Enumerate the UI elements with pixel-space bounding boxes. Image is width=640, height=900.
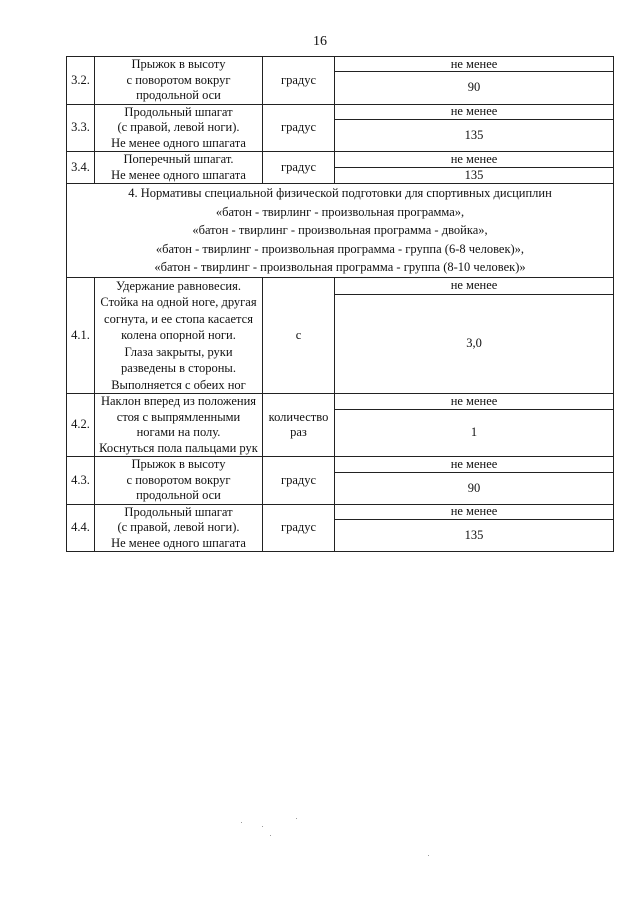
exercise-name-line: продольной оси <box>136 488 221 502</box>
exercise-name-line: Не менее одного шпагата <box>111 135 246 150</box>
exercise-name-line: с поворотом вокруг <box>126 472 231 487</box>
exercise-name-line: Прыжок в высоту <box>131 457 226 471</box>
unit-label: с <box>295 327 302 342</box>
exercise-name-line: (с правой, левой ноги). <box>117 520 240 534</box>
exercise-name-line: стоя с выпрямленными <box>116 409 241 424</box>
unit-cell <box>263 277 335 394</box>
unit-label: градус <box>280 120 317 134</box>
section-heading <box>67 184 614 278</box>
row-number: 3.3. <box>67 104 95 152</box>
norm-value: 1 <box>335 409 614 456</box>
condition-label: не менее <box>335 104 614 119</box>
table-row-3-2 <box>67 57 614 72</box>
exercise-name <box>95 57 263 105</box>
scan-artifact <box>296 818 297 819</box>
table-row-3-3 <box>67 104 614 119</box>
exercise-name-line: Не менее одного шпагата <box>111 167 246 182</box>
section-heading-line: «батон - твирлинг - произвольная программа - группа (8-10 человек)» <box>154 260 526 274</box>
exercise-name <box>95 457 263 505</box>
scan-artifact <box>241 822 242 823</box>
row-number: 4.1. <box>67 277 95 394</box>
exercise-name-line: Прыжок в высоту <box>131 57 226 71</box>
exercise-name-line: Коснуться пола пальцами рук <box>99 440 258 455</box>
unit-cell <box>263 57 335 105</box>
norm-value: 3,0 <box>335 294 614 393</box>
unit-cell <box>263 457 335 505</box>
table-row-4-3 <box>67 457 614 473</box>
condition-label: не менее <box>335 277 614 294</box>
exercise-name-line: колена опорной ноги. <box>121 328 236 342</box>
row-number: 4.4. <box>67 504 95 552</box>
condition-label: не менее <box>335 457 614 473</box>
row-number: 4.3. <box>67 457 95 505</box>
norm-value: 135 <box>335 119 614 151</box>
section-heading-line: «батон - твирлинг - произвольная программа - группа (6-8 человек)», <box>155 241 525 256</box>
table-row-4-1 <box>67 277 614 294</box>
norm-value: 90 <box>335 473 614 504</box>
unit-label: количество <box>268 409 329 424</box>
unit-cell <box>263 504 335 552</box>
table-row-3-4 <box>67 152 614 168</box>
condition-label: не менее <box>335 152 614 168</box>
exercise-name <box>95 104 263 152</box>
section-heading-line: «батон - твирлинг - произвольная программа - двойка», <box>192 223 488 237</box>
row-number: 4.2. <box>67 394 95 457</box>
unit-label: градус <box>280 72 317 87</box>
unit-cell <box>263 104 335 152</box>
unit-label: градус <box>280 472 317 487</box>
exercise-name-line: Поперечный шпагат. <box>123 152 234 166</box>
unit-label: градус <box>280 520 317 534</box>
exercise-name <box>95 504 263 552</box>
scan-artifact <box>262 826 263 827</box>
row-number: 3.2. <box>67 57 95 105</box>
exercise-name-line: Стойка на одной ноге, другая <box>100 295 257 309</box>
exercise-name-line: Выполняется с обеих ног <box>111 377 246 392</box>
norm-value: 135 <box>335 519 614 551</box>
unit-label: градус <box>280 159 317 174</box>
section-heading-line: 4. Нормативы специальной физической подготовки для спортивных дисциплин <box>128 186 552 200</box>
table-row-4-4 <box>67 504 614 519</box>
exercise-name-line: (с правой, левой ноги). <box>117 120 240 134</box>
unit-cell <box>263 152 335 184</box>
exercise-name <box>95 152 263 184</box>
row-number: 3.4. <box>67 152 95 184</box>
unit-cell <box>263 394 335 457</box>
section-heading-row <box>67 184 614 278</box>
exercise-name-line: ногами на полу. <box>136 425 221 439</box>
exercise-name-line: разведены в стороны. <box>121 361 236 375</box>
exercise-name-line: Глаза закрыты, руки <box>124 344 233 359</box>
condition-label: не менее <box>335 57 614 72</box>
page-number: 16 <box>313 34 327 49</box>
norms-table <box>66 56 614 552</box>
exercise-name-line: с поворотом вокруг <box>126 72 231 87</box>
exercise-name-line: Не менее одного шпагата <box>111 535 246 550</box>
exercise-name <box>95 394 263 457</box>
condition-label: не менее <box>335 394 614 410</box>
exercise-name-line: Удержание равновесия. <box>116 278 241 293</box>
norm-value: 135 <box>335 168 614 184</box>
exercise-name-line: Наклон вперед из положения <box>100 394 257 408</box>
scan-artifact <box>270 835 271 836</box>
exercise-name-line: Продольный шпагат <box>124 104 233 119</box>
exercise-name-line: согнута, и ее стопа касается <box>104 311 253 326</box>
condition-label: не менее <box>335 504 614 519</box>
exercise-name-line: Продольный шпагат <box>124 504 233 519</box>
exercise-name <box>95 277 263 394</box>
table-row-4-2 <box>67 394 614 410</box>
scan-artifact <box>428 855 429 856</box>
unit-label: раз <box>290 425 307 439</box>
exercise-name-line: продольной оси <box>136 88 221 102</box>
section-heading-line: «батон - твирлинг - произвольная программа», <box>215 204 465 219</box>
norm-value: 90 <box>335 72 614 104</box>
